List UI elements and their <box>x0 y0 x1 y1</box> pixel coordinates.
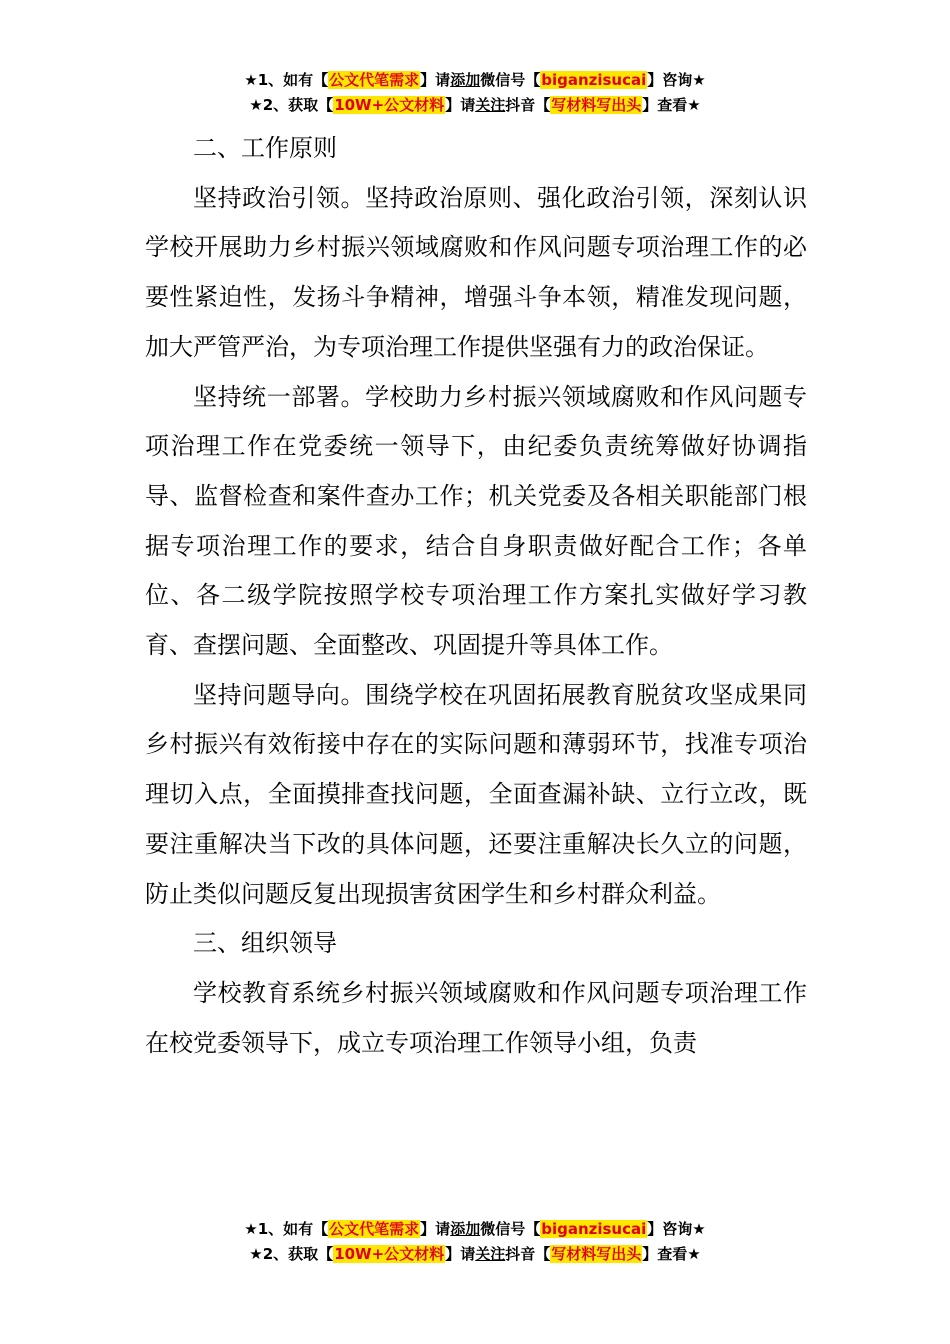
banner-line-2: ★2、获取【10W+公文材料】请关注抖音【写材料写出头】查看★ <box>249 1245 701 1263</box>
highlight-materials: 10W+公文材料 <box>334 1245 445 1263</box>
highlight-service: 公文代笔需求 <box>329 1220 420 1238</box>
document-body <box>145 124 807 1068</box>
highlight-materials: 10W+公文材料 <box>334 96 445 114</box>
paragraph-unified-deployment: 坚持统一部署。学校助力乡村振兴领域腐败和作风问题专项治理工作在党委统一领导下，由纪委负责统筹做好协调指导、监督检查和案件查办工作；机关党委及各相关职能部门根据专项治理工作的要求，结合自身职责做好配合工作；各单位、各二级学院按照学校专项治理工作方案扎实做好学习教育、查摆问题、全面整改、巩固提升等具体工作。 <box>145 382 807 660</box>
header-banner <box>0 68 950 118</box>
banner-line-1: ★1、如有【公文代笔需求】请添加微信号【biganzisucai】咨询★ <box>244 71 706 89</box>
highlight-wechat-id: biganzisucai <box>541 1220 647 1238</box>
banner-line-1: ★1、如有【公文代笔需求】请添加微信号【biganzisucai】咨询★ <box>244 1220 706 1238</box>
highlight-wechat-id: biganzisucai <box>541 71 647 89</box>
highlight-douyin-name: 写材料写出头 <box>551 96 642 114</box>
paragraph-political-guidance: 坚持政治引领。坚持政治原则、强化政治引领，深刻认识学校开展助力乡村振兴领域腐败和作风问题专项治理工作的必要性紧迫性，发扬斗争精神，增强斗争本领，精准发现问题，加大严管严治，为专项治理工作提供坚强有力的政治保证。 <box>145 183 807 361</box>
section-heading-principles: 二、工作原则 <box>193 134 337 162</box>
section-heading-organization: 三、组织领导 <box>193 929 337 958</box>
highlight-service: 公文代笔需求 <box>329 71 420 89</box>
paragraph-leadership: 学校教育系统乡村振兴领域腐败和作风问题专项治理工作在校党委领导下，成立专项治理工作领导小组，负责 <box>145 978 807 1057</box>
paragraph-problem-orientation: 坚持问题导向。围绕学校在巩固拓展教育脱贫攻坚成果同乡村振兴有效衔接中存在的实际问题和薄弱环节，找准专项治理切入点，全面摸排查找问题，全面查漏补缺、立行立改，既要注重解决当下改的具体问题，还要注重解决长久立的问题，防止类似问题反复出现损害贫困学生和乡村群众利益。 <box>145 680 807 908</box>
banner-line-2: ★2、获取【10W+公文材料】请关注抖音【写材料写出头】查看★ <box>249 96 701 114</box>
highlight-douyin-name: 写材料写出头 <box>551 1245 642 1263</box>
footer-banner <box>0 1217 950 1267</box>
